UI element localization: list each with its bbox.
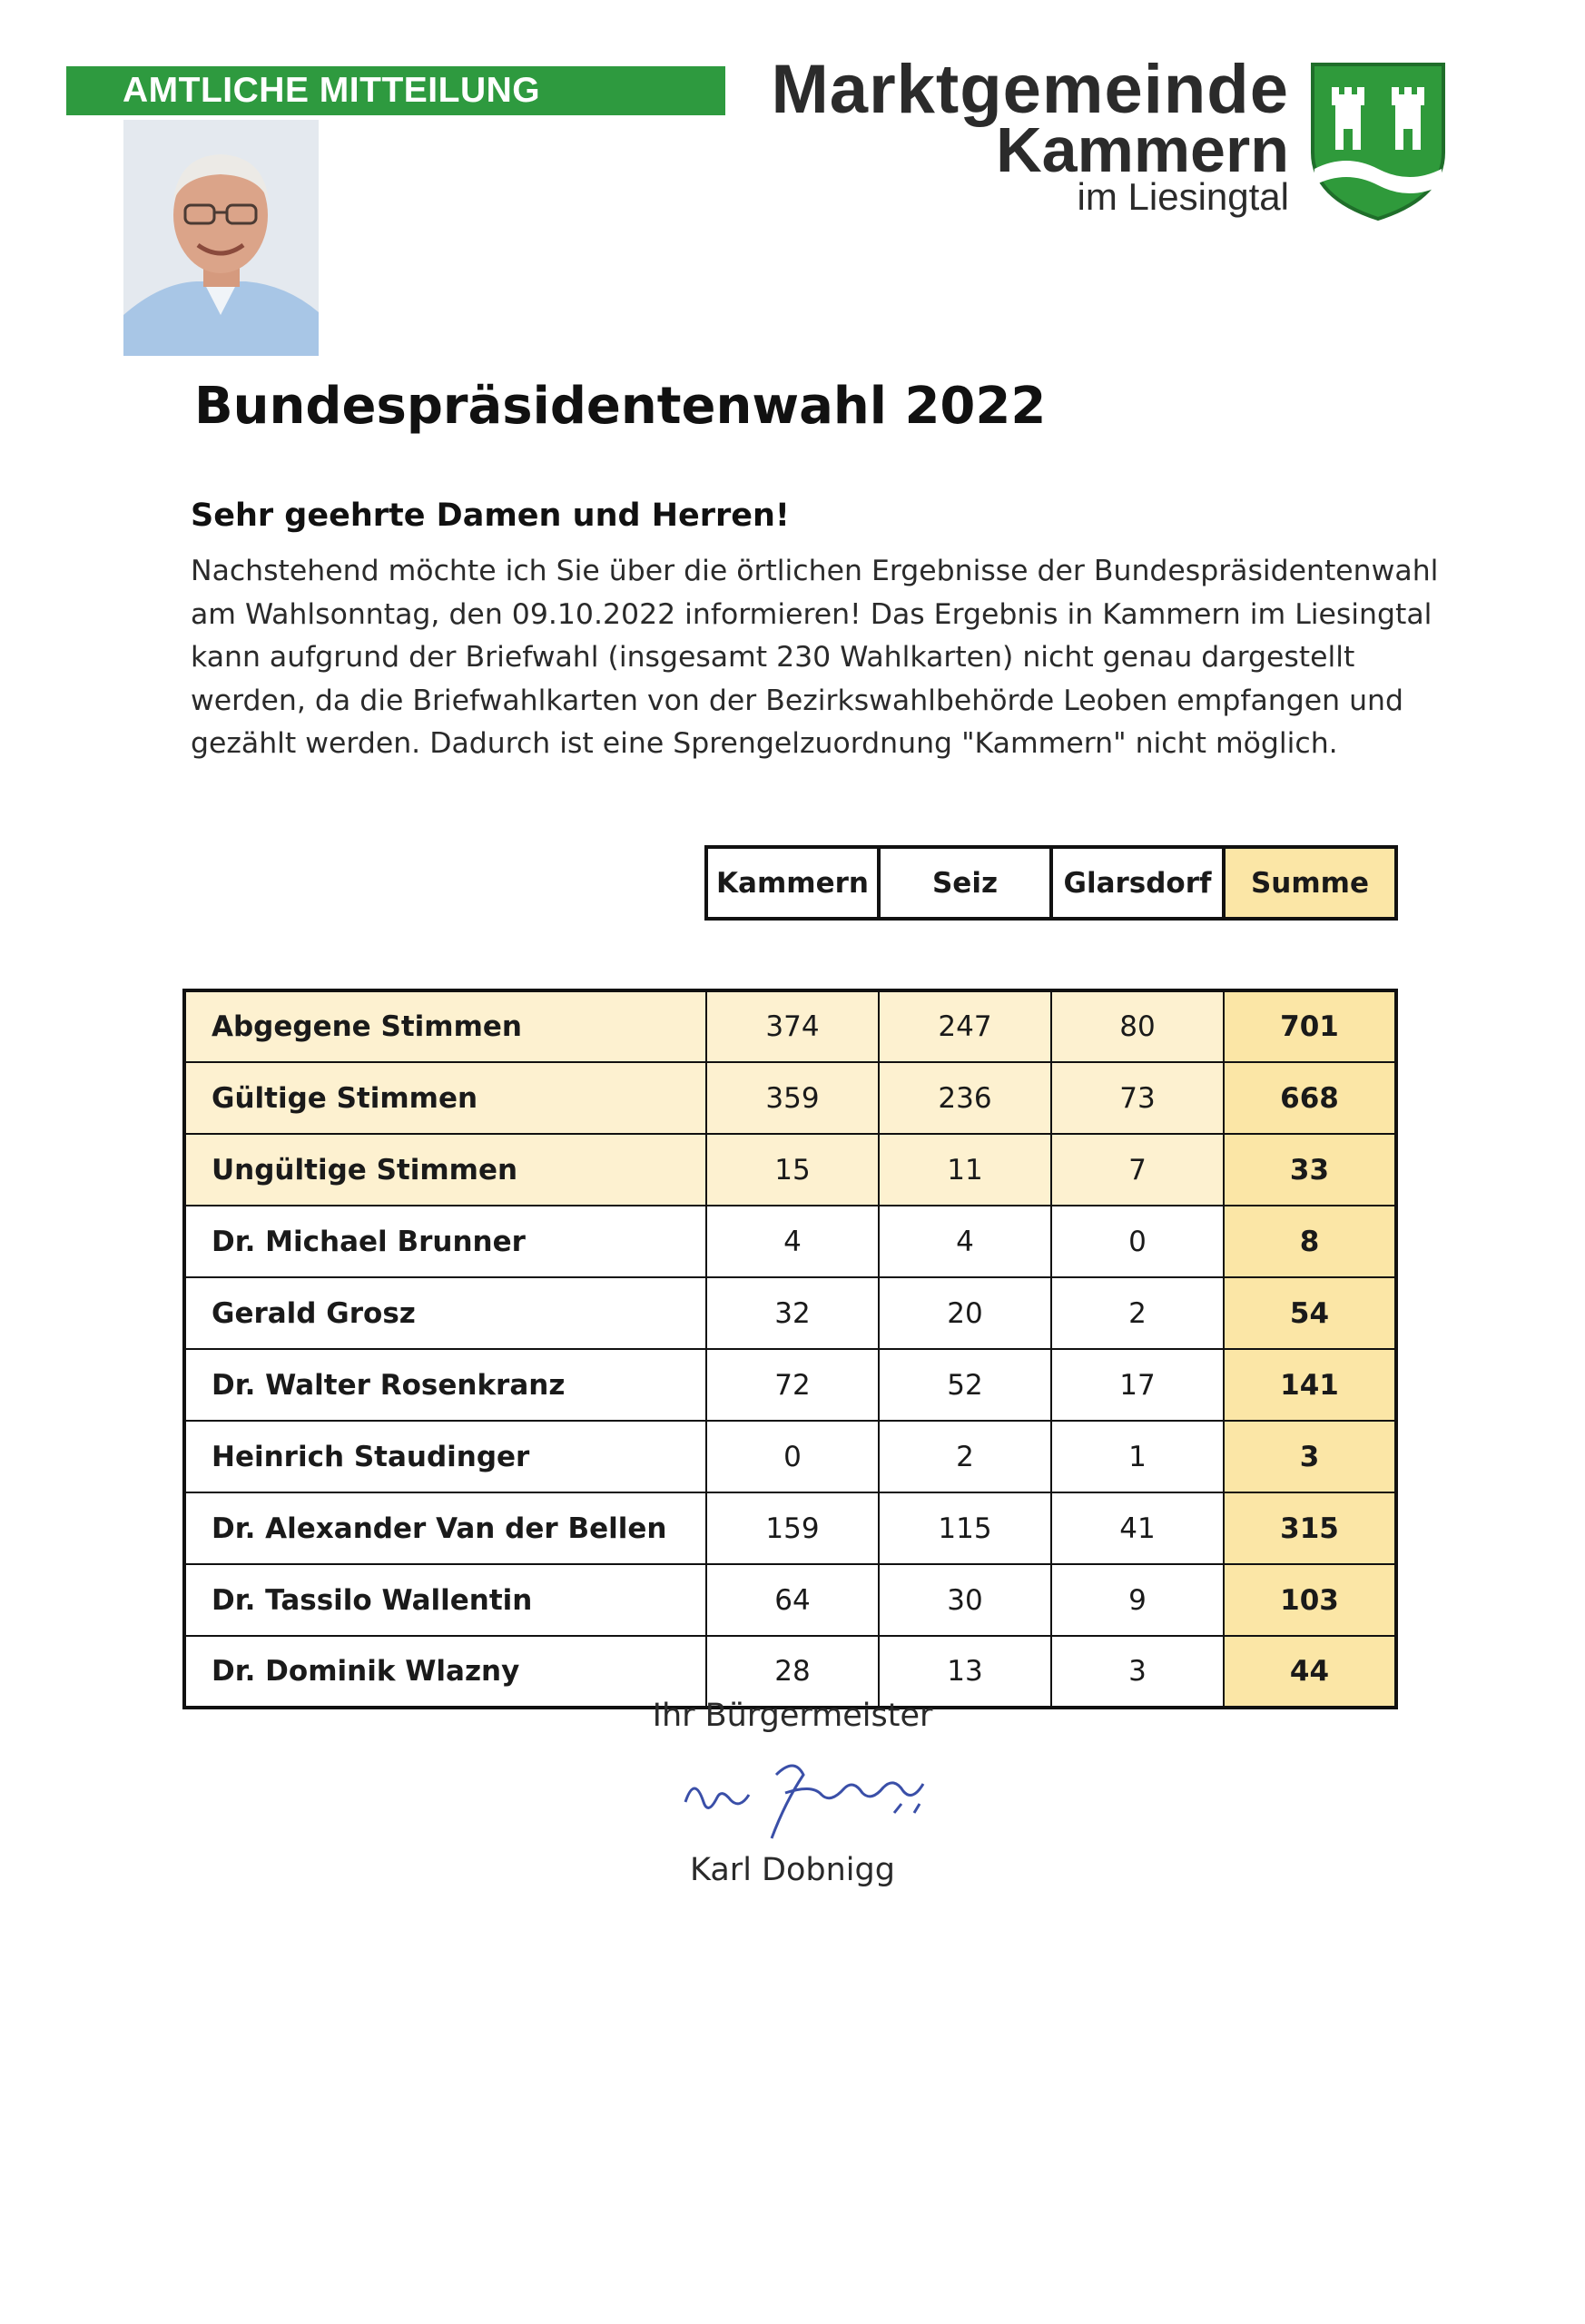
cell-seiz: 115 xyxy=(879,1492,1051,1564)
cell-seiz: 20 xyxy=(879,1277,1051,1349)
cell-seiz: 30 xyxy=(879,1564,1051,1636)
cell-kammern: 374 xyxy=(706,990,879,1062)
table-row xyxy=(184,1062,1396,1134)
cell-glarsdorf: 0 xyxy=(1051,1206,1224,1277)
portrait-image xyxy=(123,120,319,356)
cell-kammern: 64 xyxy=(706,1564,879,1636)
cell-summe: 44 xyxy=(1224,1636,1396,1708)
row-label: Heinrich Staudinger xyxy=(184,1421,706,1492)
mayor-portrait xyxy=(123,120,319,356)
cell-seiz: 4 xyxy=(879,1206,1051,1277)
cell-summe: 141 xyxy=(1224,1349,1396,1421)
row-label: Dr. Tassilo Wallentin xyxy=(184,1564,706,1636)
table-row xyxy=(184,1564,1396,1636)
results-table xyxy=(182,845,1398,1709)
cell-glarsdorf: 3 xyxy=(1051,1636,1224,1708)
banner-label: AMTLICHE MITTEILUNG xyxy=(123,71,541,110)
cell-glarsdorf: 41 xyxy=(1051,1492,1224,1564)
cell-seiz: 2 xyxy=(879,1421,1051,1492)
row-label: Gerald Grosz xyxy=(184,1277,706,1349)
coat-of-arms-icon xyxy=(1310,62,1446,222)
row-label: Ungültige Stimmen xyxy=(184,1134,706,1206)
cell-seiz: 236 xyxy=(879,1062,1051,1134)
row-label: Dr. Michael Brunner xyxy=(184,1206,706,1277)
column-header-summe: Summe xyxy=(1224,847,1396,919)
wordmark-line-2: Kammern xyxy=(996,114,1289,185)
cell-kammern: 359 xyxy=(706,1062,879,1134)
cell-kammern: 159 xyxy=(706,1492,879,1564)
cell-kammern: 4 xyxy=(706,1206,879,1277)
cell-seiz: 52 xyxy=(879,1349,1051,1421)
cell-summe: 54 xyxy=(1224,1277,1396,1349)
cell-glarsdorf: 17 xyxy=(1051,1349,1224,1421)
cell-seiz: 11 xyxy=(879,1134,1051,1206)
cell-kammern: 72 xyxy=(706,1349,879,1421)
table-row xyxy=(184,1277,1396,1349)
row-label: Dr. Walter Rosenkranz xyxy=(184,1349,706,1421)
table-gap xyxy=(184,919,1396,990)
greeting: Sehr geehrte Damen und Herren! xyxy=(191,497,790,534)
cell-kammern: 0 xyxy=(706,1421,879,1492)
cell-seiz: 13 xyxy=(879,1636,1051,1708)
cell-seiz: 247 xyxy=(879,990,1051,1062)
cell-glarsdorf: 73 xyxy=(1051,1062,1224,1134)
table-header-row xyxy=(184,847,1396,919)
municipality-wordmark xyxy=(744,51,1289,218)
official-notice-banner xyxy=(66,66,725,115)
column-header-kammern: Kammern xyxy=(706,847,879,919)
cell-glarsdorf: 2 xyxy=(1051,1277,1224,1349)
table-row xyxy=(184,1206,1396,1277)
column-header-glarsdorf: Glarsdorf xyxy=(1051,847,1224,919)
cell-summe: 701 xyxy=(1224,990,1396,1062)
column-header-seiz: Seiz xyxy=(879,847,1051,919)
cell-summe: 103 xyxy=(1224,1564,1396,1636)
signoff-title: Ihr Bürgermeister xyxy=(652,1698,933,1734)
intro-paragraph: Nachstehend möchte ich Sie über die örtlichen Ergebnisse der Bundespräsidentenwahl am Wahlsonntag, den 09.10.2022 informieren! Das Ergebnis in Kammern im Liesingtal kann aufgrund der Briefwahl (insgesamt 230 Wahlkarten) nicht genau dargestellt werden, da die Briefwahlkarten von der Bezirkswahlbehörde Leoben empfangen und gezählt werden. Dadurch ist eine Sprengelzuordnung "Kammern" nicht möglich. xyxy=(191,555,1439,760)
cell-glarsdorf: 80 xyxy=(1051,990,1224,1062)
cell-kammern: 15 xyxy=(706,1134,879,1206)
table-row xyxy=(184,990,1396,1062)
page-title: Bundespräsidentenwahl 2022 xyxy=(194,377,1047,436)
row-label: Gültige Stimmen xyxy=(184,1062,706,1134)
cell-summe: 33 xyxy=(1224,1134,1396,1206)
cell-summe: 8 xyxy=(1224,1206,1396,1277)
row-label: Dr. Alexander Van der Bellen xyxy=(184,1492,706,1564)
wordmark-line-1: Marktgemeinde xyxy=(771,51,1289,128)
cell-kammern: 28 xyxy=(706,1636,879,1708)
cell-glarsdorf: 9 xyxy=(1051,1564,1224,1636)
table-row xyxy=(184,1134,1396,1206)
cell-glarsdorf: 7 xyxy=(1051,1134,1224,1206)
signature-image xyxy=(676,1748,940,1847)
table-row xyxy=(184,1492,1396,1564)
cell-kammern: 32 xyxy=(706,1277,879,1349)
cell-summe: 3 xyxy=(1224,1421,1396,1492)
table-row xyxy=(184,1421,1396,1492)
row-label: Dr. Dominik Wlazny xyxy=(184,1636,706,1708)
mayor-name: Karl Dobnigg xyxy=(690,1852,895,1888)
cell-summe: 668 xyxy=(1224,1062,1396,1134)
table-row xyxy=(184,1349,1396,1421)
row-label: Abgegene Stimmen xyxy=(184,990,706,1062)
wordmark-line-3: im Liesingtal xyxy=(1077,175,1289,218)
cell-glarsdorf: 1 xyxy=(1051,1421,1224,1492)
cell-summe: 315 xyxy=(1224,1492,1396,1564)
header-spacer xyxy=(184,847,706,919)
